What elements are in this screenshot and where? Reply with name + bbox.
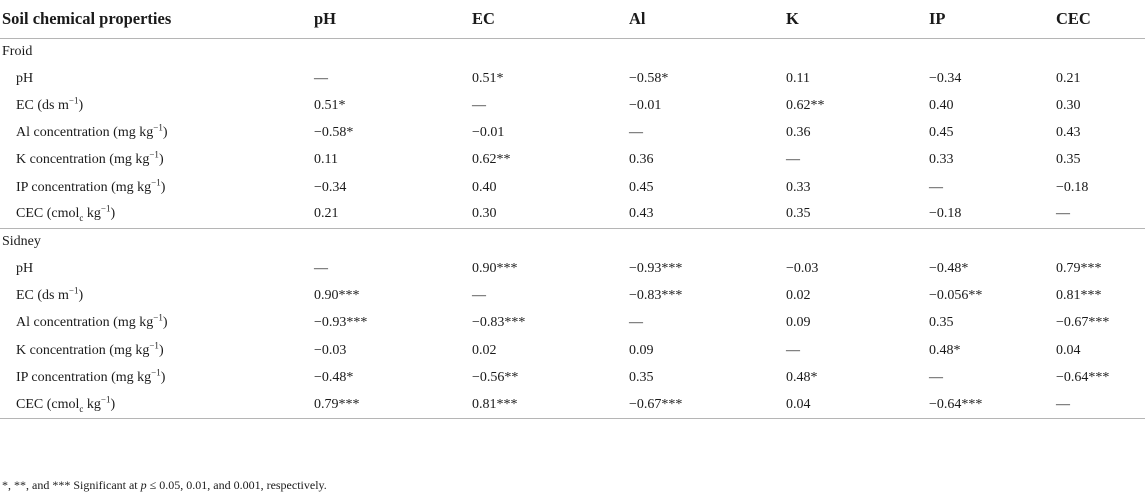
row-label-text: IP concentration (mg kg: [16, 369, 152, 385]
table-cell: −0.01: [472, 125, 505, 141]
table-row: [0, 310, 1145, 337]
row-label-text: pH: [16, 261, 34, 277]
table-cell: −0.03: [314, 342, 347, 358]
table-row: [0, 147, 1145, 174]
row-label-text: pH: [16, 70, 34, 86]
table-cell: 0.21: [1056, 70, 1081, 86]
table-row: [0, 256, 1145, 283]
table-cell: —: [1056, 391, 1145, 418]
row-label-unit: kg: [83, 396, 101, 412]
row-label-superscript: −1: [100, 203, 111, 214]
row-label-text: K concentration (mg kg: [16, 342, 150, 358]
table-row: [0, 364, 1145, 391]
row-label: [0, 283, 314, 310]
table-cell: −0.83***: [472, 315, 526, 331]
table-cell: 0.51*: [472, 70, 504, 86]
row-label: [0, 120, 314, 147]
row-label: [0, 391, 314, 418]
table-cell: 0.62**: [472, 152, 511, 168]
table-cell: −0.48*: [929, 261, 969, 277]
row-label-text: Al concentration (mg kg: [16, 315, 154, 331]
table-cell: 0.45: [629, 179, 654, 195]
table-cell: —: [472, 97, 486, 113]
table-cell: —: [786, 152, 800, 168]
table-cell: 0.43: [629, 201, 786, 228]
row-label: [0, 92, 314, 119]
table-cell: —: [629, 125, 643, 141]
table-cell: 0.40: [929, 97, 954, 113]
row-label-subscript: c: [79, 213, 84, 224]
table-cell: −0.34: [314, 179, 347, 195]
row-label-text: EC (ds m: [16, 97, 69, 113]
table-cell: —: [929, 179, 943, 195]
table-cell: −0.01: [629, 97, 662, 113]
table-cell: 0.51*: [314, 97, 346, 113]
table-cell: —: [472, 288, 486, 304]
table-row: [0, 201, 1145, 228]
row-label: [0, 337, 314, 364]
row-label: [0, 364, 314, 391]
table-cell: 0.48*: [786, 369, 818, 385]
table-cell: 0.09: [786, 315, 811, 331]
table-cell: —: [929, 369, 943, 385]
table-cell: 0.21: [314, 201, 472, 228]
table-cell: 0.02: [472, 342, 497, 358]
row-label-text: CEC (cmol: [16, 396, 80, 412]
row-label-superscript: −1: [149, 149, 159, 160]
table-cell: 0.35: [629, 369, 654, 385]
table-cell: 0.79***: [314, 391, 472, 418]
table-cell: −0.18: [929, 201, 1056, 228]
table-cell: 0.33: [786, 179, 811, 195]
table-cell: −0.58*: [314, 125, 354, 141]
table-cell: 0.62**: [786, 97, 825, 113]
row-label-close-paren: ): [158, 152, 164, 168]
group-label: Froid: [2, 43, 33, 59]
table-cell: 0.45: [929, 125, 954, 141]
table-cell: −0.93***: [314, 315, 368, 331]
row-label-superscript: −1: [151, 176, 161, 187]
table-cell: −0.056**: [929, 288, 983, 304]
header-cec: CEC: [1056, 0, 1145, 38]
row-label-text: IP concentration (mg kg: [16, 179, 152, 195]
table-row: [0, 174, 1145, 201]
table-cell: —: [314, 70, 328, 86]
header-row: [0, 0, 1145, 38]
table-cell: 0.36: [786, 125, 811, 141]
table-cell: 0.04: [1056, 342, 1081, 358]
group-row-1: [0, 228, 1145, 255]
header-k: K: [786, 0, 929, 38]
table-cell: 0.36: [629, 152, 654, 168]
row-label-superscript: −1: [149, 340, 159, 350]
table-cell: 0.30: [472, 201, 629, 228]
table-cell: −0.48*: [314, 369, 354, 385]
table-cell: —: [314, 261, 328, 277]
table-cell: −0.56**: [472, 369, 519, 385]
row-label-text: EC (ds m: [16, 288, 69, 304]
row-label-close-paren: ): [160, 369, 166, 385]
row-label: [0, 147, 314, 174]
table-cell: −0.83***: [629, 288, 683, 304]
row-label-close-paren: ): [158, 342, 164, 358]
table-row: [0, 391, 1145, 418]
table-cell: 0.04: [786, 391, 929, 418]
table-cell: −0.64***: [1056, 369, 1110, 385]
row-label-subscript: c: [79, 403, 84, 414]
table-cell: 0.35: [929, 315, 954, 331]
row-label-superscript: −1: [153, 122, 163, 133]
table-cell: 0.09: [629, 342, 654, 358]
table-cell: —: [629, 315, 643, 331]
row-label-close-paren: ): [110, 206, 116, 222]
row-label-text: CEC (cmol: [16, 206, 80, 222]
row-label-close-paren: ): [162, 125, 168, 141]
table-cell: −0.58*: [629, 70, 669, 86]
footnote-text-1: *, **, and *** Significant at: [2, 478, 141, 492]
row-label: [0, 256, 314, 283]
table-cell: −0.03: [786, 261, 819, 277]
footnote-p-symbol: p: [140, 478, 147, 492]
table-body: [0, 38, 1145, 419]
row-label-superscript: −1: [68, 95, 79, 106]
table-cell: 0.90***: [472, 261, 518, 277]
row-label-text: K concentration (mg kg: [16, 152, 150, 168]
table-row: [0, 337, 1145, 364]
header-ec: EC: [472, 0, 629, 38]
footnote: [2, 478, 327, 493]
table-cell: 0.30: [1056, 97, 1081, 113]
row-label: [0, 174, 314, 201]
table-cell: 0.40: [472, 179, 497, 195]
header-ph: pH: [314, 0, 472, 38]
table-cell: 0.81***: [1056, 288, 1102, 304]
table-row: [0, 120, 1145, 147]
row-label-superscript: −1: [151, 367, 161, 378]
row-label-superscript: −1: [100, 394, 111, 405]
table-cell: 0.11: [786, 70, 810, 86]
table-row: [0, 92, 1145, 119]
table-cell: 0.43: [1056, 125, 1081, 141]
header-al: Al: [629, 0, 786, 38]
header-ip: IP: [929, 0, 1056, 38]
row-label-close-paren: ): [160, 179, 166, 195]
table-cell: 0.33: [929, 152, 954, 168]
table-cell: −0.67***: [1056, 315, 1110, 331]
table-cell: 0.81***: [472, 391, 629, 418]
table-cell: 0.11: [314, 152, 338, 168]
header-soil-chemical-properties: Soil chemical properties: [0, 0, 314, 38]
group-label: Sidney: [2, 234, 41, 250]
row-label: [0, 201, 314, 228]
table-cell: 0.48*: [929, 342, 961, 358]
row-label-unit: kg: [83, 206, 101, 222]
table-cell: 0.35: [1056, 152, 1081, 168]
row-label-close-paren: ): [110, 396, 116, 412]
row-label-close-paren: ): [78, 97, 84, 113]
footnote-text-2: ≤ 0.05, 0.01, and 0.001, respectively.: [146, 478, 327, 492]
table-cell: 0.90***: [314, 288, 360, 304]
row-label-text: Al concentration (mg kg: [16, 125, 154, 141]
table-row: [0, 283, 1145, 310]
row-label-close-paren: ): [78, 288, 84, 304]
table-cell: −0.34: [929, 70, 962, 86]
table-cell: −0.67***: [629, 391, 786, 418]
row-label: [0, 65, 314, 92]
row-label: [0, 310, 314, 337]
row-label-superscript: −1: [68, 285, 79, 296]
table-cell: −0.64***: [929, 391, 1056, 418]
table-row: [0, 65, 1145, 92]
row-label-close-paren: ): [162, 315, 168, 331]
table-cell: 0.79***: [1056, 261, 1102, 277]
group-row-0: [0, 38, 1145, 65]
row-label-superscript: −1: [153, 312, 163, 323]
table-cell: —: [786, 342, 800, 358]
table-cell: —: [1056, 201, 1145, 228]
table-cell: −0.93***: [629, 261, 683, 277]
table-cell: 0.02: [786, 288, 811, 304]
table-cell: 0.35: [786, 201, 929, 228]
table-cell: −0.18: [1056, 179, 1089, 195]
